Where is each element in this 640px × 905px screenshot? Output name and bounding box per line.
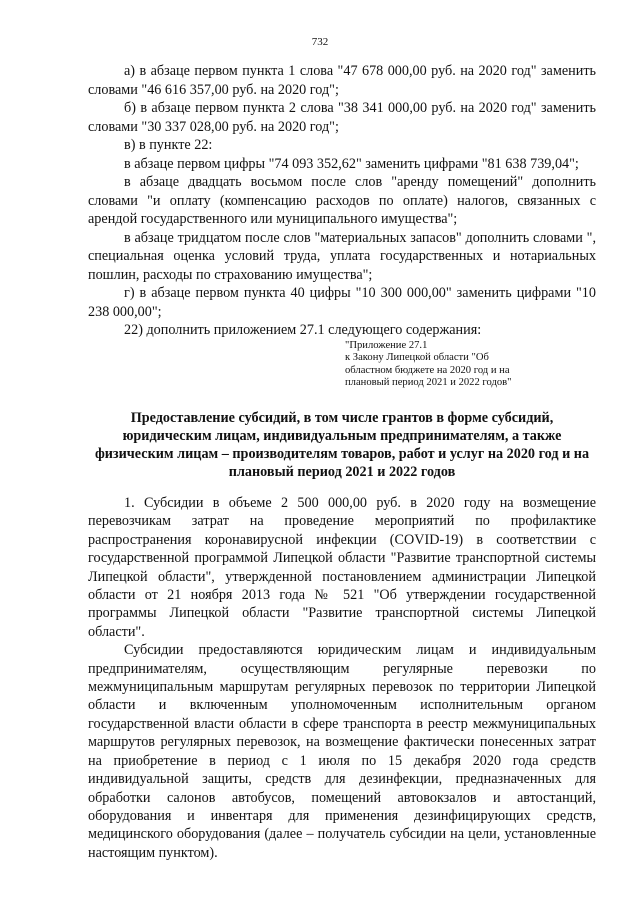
heading-line: физическим лицам – производителям товаров, работ и услуг на 2020 год и на bbox=[94, 446, 590, 462]
amendment-item-b: б) в абзаце первом пункта 2 слова "38 341 000,00 руб. на 2020 год" заменить словами "30 337 028,00 руб. на 2020 год"; bbox=[88, 100, 596, 135]
paragraph-2: Субсидии предоставляются юридическим лицам и индивидуальным предпринимателям, осуществляющим регулярные перевозки по межмуниципальным маршрутам регулярных перевозок по территории Липецкой области и включенным уполномоченным исполнительным органом государственной власти области в сфере транспорта в реестр межмуниципальных маршрутов регулярных перевозок, на возмещение фактически понесенных затрат на приобретение в период с 1 июля по 15 декабря 2020 года средств индивидуальной защиты, средств для дезинфекции, предназначенных для обработки салонов автобусов, помещений автовокзалов и автостанций, оборудования и инвентаря для применения дезинфицирующих средств, медицинского оборудования (далее – получатель субсидии на цели, установленные настоящим пунктом). bbox=[88, 642, 596, 861]
heading-line: юридическим лицам, индивидуальным предпринимателям, а также bbox=[122, 428, 562, 444]
amendment-item-a: а) в абзаце первом пункта 1 слова "47 678 000,00 руб. на 2020 год" заменить словами "46 616 357,00 руб. на 2020 год"; bbox=[88, 63, 596, 98]
amendment-item-v-1: в абзаце первом цифры "74 093 352,62" заменить цифрами "81 638 739,04"; bbox=[124, 155, 579, 172]
appendix-line: плановый период 2021 и 2022 годов" bbox=[345, 376, 512, 388]
appendix-line: областном бюджете на 2020 год и на bbox=[345, 364, 510, 376]
amendment-item-v-30: в абзаце тридцатом после слов "материальных запасов" дополнить словами ", специальная оценка условий труда, уплата государственных и нотариальных пошлин, расходы по страхованию имущества"; bbox=[88, 229, 596, 283]
appendix-line: "Приложение 27.1 bbox=[345, 340, 428, 351]
amendment-item-v-28: в абзаце двадцать восьмом после слов "аренду помещений" дополнить словами "и оплату (компенсацию расходов по оплате) налогов, связанных с арендой государственного или муниципального имущества"; bbox=[88, 174, 596, 227]
section-heading bbox=[88, 409, 596, 481]
heading-line: плановый период 2021 и 2022 годов bbox=[228, 464, 456, 480]
heading-line: Предоставление субсидий, в том числе грантов в форме субсидий, bbox=[130, 410, 554, 426]
appendix-reference bbox=[345, 340, 555, 389]
paragraph-1: 1. Субсидии в объеме 2 500 000,00 руб. в 2020 году на возмещение перевозчикам затрат на проведение мероприятий по профилактике распространения коронавирусной инфекции (COVID-19) в соответствии с государственной программой Липецкой области "Развитие транспортной системы Липецкой области", утвержденной постановлением администрации Липецкой области от 21 ноября 2013 года № 521 "Об утверждении государственной программы Липецкой области "Развитие транспортной системы Липецкой области". bbox=[88, 495, 596, 640]
amendments-list bbox=[88, 62, 596, 340]
page-number: 732 bbox=[311, 36, 329, 48]
amendment-item-g: г) в абзаце первом пункта 40 цифры "10 300 000,00" заменить цифрами "10 238 000,00"; bbox=[88, 285, 596, 320]
amendment-item-v: в) в пункте 22: bbox=[124, 137, 213, 153]
appendix-line: к Закону Липецкой области "Об bbox=[345, 352, 489, 364]
amendment-item-22: 22) дополнить приложением 27.1 следующего содержания: bbox=[124, 322, 482, 338]
main-text bbox=[88, 494, 596, 862]
